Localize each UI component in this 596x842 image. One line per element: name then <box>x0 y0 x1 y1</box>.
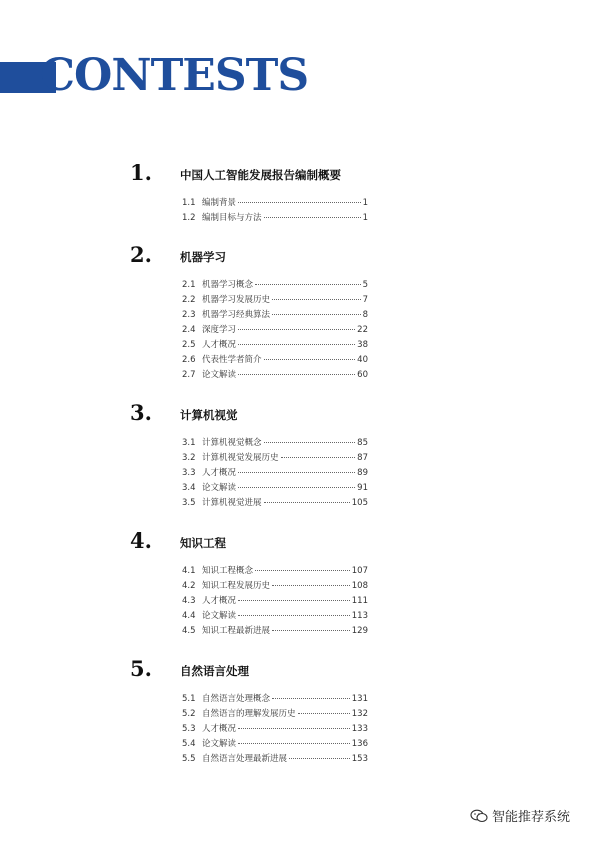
toc-entry[interactable] <box>182 436 368 451</box>
dot-leader <box>238 600 350 601</box>
dot-leader <box>238 344 355 345</box>
toc-section-5 <box>130 656 370 767</box>
toc-entry[interactable] <box>182 594 368 609</box>
dot-leader <box>272 314 361 315</box>
entry-title: 代表性学者简介 <box>202 355 262 365</box>
entry-title: 知识工程发展历史 <box>202 581 271 591</box>
dot-leader <box>238 615 350 616</box>
entry-page: 153 <box>351 754 368 764</box>
toc-entry[interactable] <box>182 368 368 383</box>
page-title: CONTESTS <box>40 50 309 101</box>
entry-number: 5.4 <box>182 739 196 749</box>
dot-leader <box>289 758 350 759</box>
entry-number: 4.4 <box>182 611 196 621</box>
entry-title: 计算机视觉概念 <box>202 438 262 448</box>
entry-title: 编制目标与方法 <box>202 213 262 223</box>
section-number: 3. <box>130 400 152 425</box>
entry-title: 知识工程概念 <box>202 566 254 576</box>
entry-title: 机器学习概念 <box>202 280 254 290</box>
entry-page: 136 <box>351 739 368 749</box>
dot-leader <box>255 570 350 571</box>
dot-leader <box>272 630 350 631</box>
entry-page: 111 <box>351 596 368 606</box>
section-title: 中国人工智能发展报告编制概要 <box>180 168 341 182</box>
section-number: 2. <box>130 242 152 267</box>
dot-leader <box>272 299 361 300</box>
dot-leader <box>238 472 355 473</box>
entry-title: 深度学习 <box>202 325 237 335</box>
toc-entry[interactable] <box>182 338 368 353</box>
entry-number: 3.5 <box>182 498 196 508</box>
section-number: 4. <box>130 528 152 553</box>
entry-title: 自然语言处理概念 <box>202 694 271 704</box>
entry-page: 87 <box>357 453 368 463</box>
entry-number: 1.1 <box>182 198 196 208</box>
watermark <box>470 806 570 825</box>
entry-title: 机器学习发展历史 <box>202 295 271 305</box>
entry-title: 自然语言处理最新进展 <box>202 754 288 764</box>
toc-entry[interactable] <box>182 353 368 368</box>
entry-page: 105 <box>351 498 368 508</box>
section-number: 1. <box>130 160 152 185</box>
entry-title: 人才概况 <box>202 340 237 350</box>
toc-entry[interactable] <box>182 564 368 579</box>
entry-number: 5.1 <box>182 694 196 704</box>
entry-page: 113 <box>351 611 368 621</box>
entry-number: 4.5 <box>182 626 196 636</box>
entry-title: 计算机视觉发展历史 <box>202 453 279 463</box>
entry-page: 1 <box>362 198 368 208</box>
entry-title: 知识工程最新进展 <box>202 626 271 636</box>
toc-entry[interactable] <box>182 752 368 767</box>
entry-number: 4.1 <box>182 566 196 576</box>
toc-entry[interactable] <box>182 308 368 323</box>
watermark-text: 智能推荐系统 <box>492 810 571 825</box>
toc-section-3 <box>130 400 370 511</box>
section-number: 5. <box>130 656 152 681</box>
toc-entry[interactable] <box>182 624 368 639</box>
entry-page: 8 <box>362 310 368 320</box>
entry-number: 1.2 <box>182 213 196 223</box>
entry-title: 论文解读 <box>202 483 237 493</box>
entry-page: 7 <box>362 295 368 305</box>
dot-leader <box>281 457 356 458</box>
entry-number: 3.2 <box>182 453 196 463</box>
dot-leader <box>255 284 361 285</box>
entry-page: 40 <box>357 355 368 365</box>
entry-title: 人才概况 <box>202 724 237 734</box>
dot-leader <box>272 698 350 699</box>
entry-title: 人才概况 <box>202 468 237 478</box>
entry-page: 131 <box>351 694 368 704</box>
entry-number: 2.7 <box>182 370 196 380</box>
entry-title: 编制背景 <box>202 198 237 208</box>
entry-number: 3.4 <box>182 483 196 493</box>
toc-entry[interactable] <box>182 481 368 496</box>
entry-number: 2.3 <box>182 310 196 320</box>
entry-title: 机器学习经典算法 <box>202 310 271 320</box>
dot-leader <box>272 585 350 586</box>
toc-entry[interactable] <box>182 196 368 211</box>
entry-page: 1 <box>362 213 368 223</box>
toc-entry[interactable] <box>182 451 368 466</box>
toc-entry[interactable] <box>182 293 368 308</box>
dot-leader <box>264 359 356 360</box>
section-title: 机器学习 <box>180 250 226 264</box>
entry-page: 129 <box>351 626 368 636</box>
entry-number: 4.3 <box>182 596 196 606</box>
toc-section-4 <box>130 528 370 639</box>
entry-page: 91 <box>357 483 368 493</box>
toc-entry[interactable] <box>182 722 368 737</box>
entry-number: 3.3 <box>182 468 196 478</box>
dot-leader <box>238 329 355 330</box>
toc-entry[interactable] <box>182 211 368 226</box>
entry-page: 132 <box>351 709 368 719</box>
entry-title: 自然语言的理解发展历史 <box>202 709 296 719</box>
toc-entry[interactable] <box>182 466 368 481</box>
entry-title: 论文解读 <box>202 739 237 749</box>
toc-entry[interactable] <box>182 579 368 594</box>
entry-page: 85 <box>357 438 368 448</box>
entry-number: 2.4 <box>182 325 196 335</box>
entry-title: 论文解读 <box>202 611 237 621</box>
dot-leader <box>238 743 350 744</box>
entry-number: 2.1 <box>182 280 196 290</box>
entry-number: 2.5 <box>182 340 196 350</box>
entry-title: 计算机视觉进展 <box>202 498 262 508</box>
entry-page: 5 <box>362 280 368 290</box>
entry-number: 4.2 <box>182 581 196 591</box>
dot-leader <box>238 487 355 488</box>
dot-leader <box>264 217 361 218</box>
entry-title: 论文解读 <box>202 370 237 380</box>
toc-entry[interactable] <box>182 707 368 722</box>
dot-leader <box>238 728 350 729</box>
toc-entry[interactable] <box>182 609 368 624</box>
entry-number: 2.2 <box>182 295 196 305</box>
section-title: 计算机视觉 <box>180 408 238 422</box>
entry-page: 22 <box>357 325 368 335</box>
section-title: 知识工程 <box>180 536 226 550</box>
entry-page: 107 <box>351 566 368 576</box>
dot-leader <box>264 442 356 443</box>
entry-page: 89 <box>357 468 368 478</box>
entry-number: 5.2 <box>182 709 196 719</box>
entry-page: 38 <box>357 340 368 350</box>
entry-number: 2.6 <box>182 355 196 365</box>
entry-number: 3.1 <box>182 438 196 448</box>
toc-section-1 <box>130 160 370 226</box>
entry-number: 5.3 <box>182 724 196 734</box>
toc-entry[interactable] <box>182 496 368 511</box>
entry-page: 133 <box>351 724 368 734</box>
entry-page: 108 <box>351 581 368 591</box>
dot-leader <box>238 202 361 203</box>
section-title: 自然语言处理 <box>180 664 249 678</box>
entry-page: 60 <box>357 370 368 380</box>
entry-title: 人才概况 <box>202 596 237 606</box>
dot-leader <box>298 713 350 714</box>
toc-entry[interactable] <box>182 737 368 752</box>
dot-leader <box>264 502 350 503</box>
entry-number: 5.5 <box>182 754 196 764</box>
toc-entry[interactable] <box>182 692 368 707</box>
wechat-icon <box>470 809 488 823</box>
dot-leader <box>238 374 355 375</box>
toc-section-2 <box>130 242 370 383</box>
toc-entry[interactable] <box>182 323 368 338</box>
toc-entry[interactable] <box>182 278 368 293</box>
